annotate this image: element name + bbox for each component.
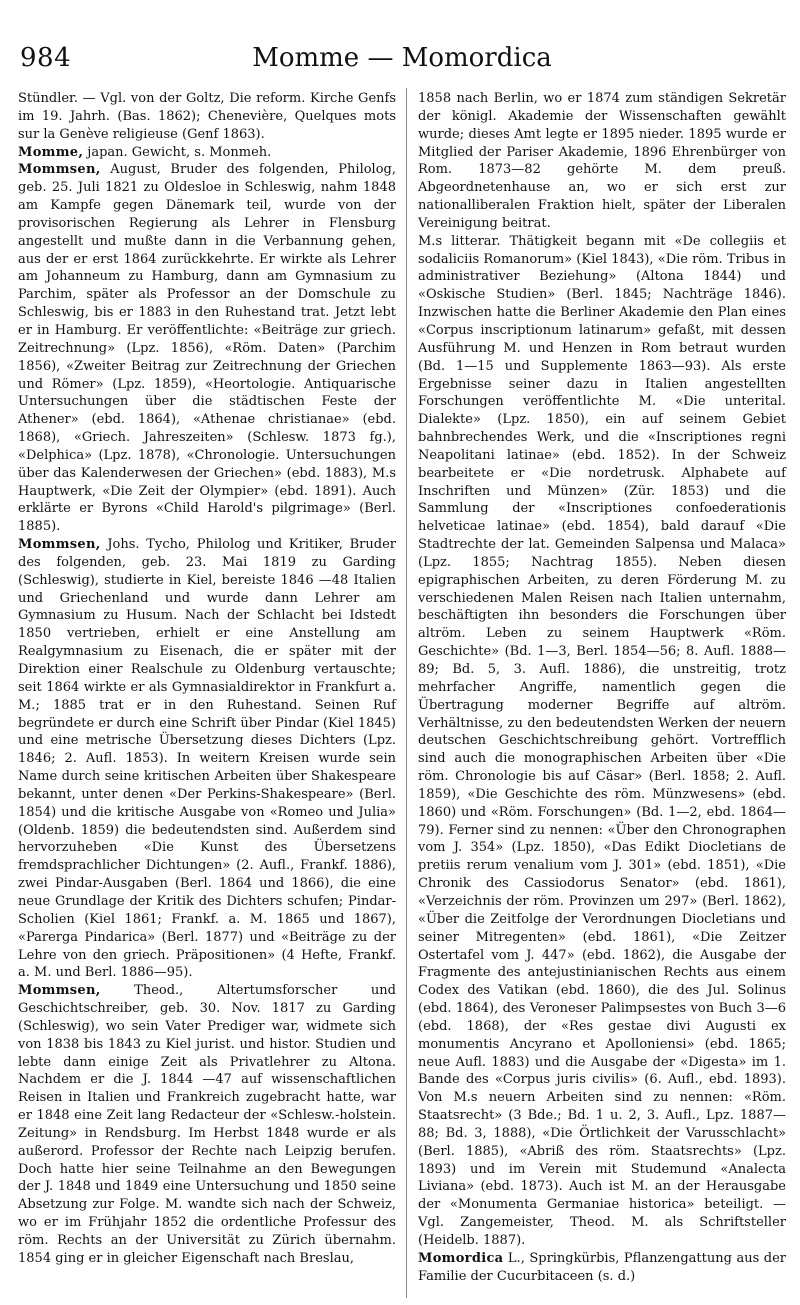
lemma-momordica: Momordica xyxy=(418,1250,504,1266)
lemma-mommsen-theodor: Mommsen, xyxy=(18,983,101,999)
lemma-momme: Momme, xyxy=(18,144,84,160)
page-header xyxy=(20,38,784,78)
entry-mommsen-august xyxy=(18,161,396,536)
lemma-mommsen-august: Mommsen, xyxy=(18,162,101,178)
entry-mommsen-theodor-text: Theod., Altertumsforscher und Geschichtschreiber, geb. 30. Nov. 1817 zu Garding (Schleswig), wo sein Vater Prediger war, widmete sich von 1838 bis 1843 zu Kiel jurist. und histor. Studien und lebte dann einige Zeit als Privatlehrer zu Altona. Nachdem er die J. 1844 —47 auf wissenschaftlichen Reisen in Italien und Frankreich zugebracht hatte, war er 1848 eine Zeit lang Redacteur der «Schlesw.-holstein. Zeitung» in Rendsburg. Im Herbst 1848 wurde er als außerord. Professor der Rechte nach Leipzig berufen. Doch hatte hier seine Teilnahme an den Bewegungen der J. 1848 und 1849 eine Untersuchung und 1850 seine Absetzung zur Folge. M. wandte sich nach der Schweiz, wo er im Frühjahr 1852 die ordentliche Professur des röm. Rechts an der Universität zu Zürich übernahm. 1854 ging er in gleicher Eigenschaft nach Breslau, xyxy=(18,983,396,1266)
entry-momordica-text: L., Springkürbis, Pflanzengattung aus der Familie der Cucurbitaceen (s. d.) xyxy=(418,1250,786,1284)
entry-mommsen-theodor-continued: 1858 nach Berlin, wo er 1874 zum ständigen Sekretär der königl. Akademie der Wissenschaften gewählt wurde; dieses Amt legte er 1895 nieder. 1895 wurde er Mitglied der Pariser Akademie, 1896 Ehrenbürger von Rom. 1873—82 gehörte M. dem preuß. Abgeordnetenhause an, wo er sich erst zur nationalliberalen Fraktion hielt, später der Liberalen Vereinigung beitrat. xyxy=(418,91,786,231)
entry-momme xyxy=(18,144,396,162)
entry-mommsen-tycho-text: Johs. Tycho, Philolog und Kritiker, Bruder des folgenden, geb. 23. Mai 1819 zu Garding (Schleswig), studierte in Kiel, bereiste 1846 —48 Italien und Griechenland und wurde dann Lehrer am Gymnasium zu Husum. Nach der Schlacht bei Idstedt 1850 vertrieben, erhielt er eine Anstellung am Realgymnasium zu Eisenach, die er später mit der Direktion einer Realschule zu Oldenburg vertauschte; seit 1864 wirkte er als Gymnasialdirektor in Frankfurt a. M.; 1885 trat er in den Ruhestand. Seinen Ruf begründete er durch eine Schrift über Pindar (Kiel 1845) und eine metrische Übersetzung dieses Dichters (Lpz. 1846; 2. Aufl. 1853). In weitern Kreisen wurde sein Name durch seine kritischen Arbeiten über Shakespeare bekannt, unter denen «Der Perkins-Shakespeare» (Berl. 1854) und die kritische Ausgabe von «Romeo und Julia» (Oldenb. 1859) die bedeutendsten sind. Außerdem sind hervorzuheben «Die Kunst des Übersetzens fremdsprachlicher Dichtungen» (2. Aufl., Frankf. 1886), zwei Pindar-Ausgaben (Berl. 1864 und 1866), die eine neue Grundlage der Kritik des Dichters schufen; Pindar-Scholien (Kiel 1861; Frankf. a. M. 1865 und 1867), «Parerga Pindarica» (Berl. 1877) und «Beiträge zu der Lehre von den griech. Präpositionen» (4 Hefte, Frankf. a. M. und Berl. 1886—95). xyxy=(18,537,396,981)
continuation-paragraph: Stündler. — Vgl. von der Goltz, Die reform. Kirche Genfs im 19. Jahrh. (Bas. 1862); Chenevière, Quelques mots sur la Genève religieuse (Genf 1863). xyxy=(18,91,396,142)
entry-mommsen-august-text: August, Bruder des folgenden, Philolog, geb. 25. Juli 1821 zu Oldesloe in Schleswig, nahm 1848 am Kampfe gegen Dänemark teil, wurde von der provisorischen Regierung als Lehrer in Flensburg angestellt und mußte dann in die Verbannung gehen, aus der er erst 1864 zurückkehrte. Er wirkte als Lehrer am Johanneum zu Hamburg, dann am Gymnasium zu Parchim, später als Professor an der Domschule zu Schleswig, bis er 1883 in den Ruhestand trat. Jetzt lebt er in Hamburg. Er veröffentlichte: «Beiträge zur griech. Zeitrechnung» (Lpz. 1856), «Röm. Daten» (Parchim 1856), «Zweiter Beitrag zur Zeitrechnung der Griechen und Römer» (Lpz. 1859), «Heortologie. Antiquarische Untersuchungen über die städtischen Feste der Athener» (ebd. 1864), «Athenae christianae» (ebd. 1868), «Griech. Jahreszeiten» (Schlesw. 1873 fg.), «Delphica» (Lpz. 1878), «Chronologie. Untersuchungen über das Kalenderwesen der Griechen» (ebd. 1883), M.s Hauptwerk, «Die Zeit der Olympier» (ebd. 1891). Auch erklärte er Byrons «Child Harold's pilgrimage» (Berl. 1885). xyxy=(18,162,396,535)
entry-momme-text: japan. Gewicht, s. Monmeh. xyxy=(83,144,272,160)
entry-mommsen-tycho xyxy=(18,536,396,982)
entry-momordica xyxy=(418,1250,786,1286)
right-column xyxy=(418,90,786,1286)
lemma-mommsen-tycho: Mommsen, xyxy=(18,537,101,553)
column-divider xyxy=(406,88,407,1298)
left-column xyxy=(18,90,396,1268)
entry-mommsen-theodor-works: M.s litterar. Thätigkeit begann mit «De collegiis et sodaliciis Romanorum» (Kiel 1843), «Die röm. Tribus in administrativer Beziehung» (Altona 1844) und «Oskische Studien» (Berl. 1845; Nachträge 1846). Inzwischen hatte die Berliner Akademie den Plan eines «Corpus inscriptionum latinarum» gefaßt, mit dessen Ausführung M. und Henzen in Rom betraut wurden (Bd. 1—15 und Supplemente 1863—93). Als erste Ergebnisse seiner dazu in Italien angestellten Forschungen veröffentlichte M. «Die unterital. Dialekte» (Lpz. 1850), ein auf seinem Gebiet bahnbrechendes Werk, und die «Inscriptiones regni Neapolitani latinae» (ebd. 1852). In der Schweiz bearbeitete er «Die nordetrusk. Alphabete auf Inschriften und Münzen» (Zür. 1853) und die Sammlung der «Inscriptiones confoederationis helveticae latinae» (ebd. 1854), bald darauf «Die Stadtrechte der lat. Gemeinden Salpensa und Malaca» (Lpz. 1855; Nachtrag 1855). Neben diesen epigraphischen Arbeiten, zu deren Förderung M. zu verschiedenen Malen Reisen nach Italien unternahm, beschäftigten ihn besonders die Forschungen über altröm. Leben zu seinem Hauptwerk «Röm. Geschichte» (Bd. 1—3, Berl. 1854—56; 8. Aufl. 1888—89; Bd. 5, 3. Aufl. 1886), die unstreitig, trotz mehrfacher Angriffe, namentlich gegen die Übertragung moderner Begriffe auf altröm. Verhältnisse, zu den bedeutendsten Werken der neuern deutschen Geschichtschreibung gehört. Vortrefflich sind auch die monographischen Arbeiten über «Die röm. Chronologie bis auf Cäsar» (Berl. 1858; 2. Aufl. 1859), «Die Geschichte des röm. Münzwesens» (ebd. 1860) und «Röm. Forschungen» (Bd. 1—2, ebd. 1864—79). Ferner sind zu nennen: «Über den Chronographen vom J. 354» (Lpz. 1850), «Das Edikt Diocletians de pretiis rerum venalium vom J. 301» (ebd. 1851), «Die Chronik des Cassiodorus Senator» (ebd. 1861), «Verzeichnis der röm. Provinzen um 297» (Berl. 1862), «Über die Zeitfolge der Verordnungen Diocletians und seiner Mitregenten» (ebd. 1861), «Die Zeitzer Ostertafel vom J. 447» (ebd. 1862), die Ausgabe der Fragmente des antejustinianischen Rechts aus einem Codex des Vatikan (ebd. 1860), die des Jul. Solinus (ebd. 1864), des Veroneser Palimpsestes von Buch 3—6 (ebd. 1868), der «Res gestae divi Augusti ex monumentis Ancyrano et Apolloniensi» (ebd. 1865; neue Aufl. 1883) und die Ausgabe der «Digesta» im 1. Bande des «Corpus juris civilis» (6. Aufl., ebd. 1893). Von M.s neuern Arbeiten sind zu nennen: «Röm. Staatsrecht» (3 Bde.; Bd. 1 u. 2, 3. Aufl., Lpz. 1887—88; Bd. 3, 1888), «Die Örtlichkeit der Varusschlacht» (Berl. 1885), «Abriß des röm. Staatsrechts» (Lpz. 1893) und im Verein mit Studemund «Analecta Liviana» (ebd. 1873). Auch ist M. an der Herausgabe der «Monumenta Germaniae historica» beteiligt. — Vgl. Zangemeister, Theod. M. als Schriftsteller (Heidelb. 1887). xyxy=(418,233,786,1248)
running-head: Momme — Momordica xyxy=(252,43,552,73)
entry-mommsen-theodor xyxy=(18,982,396,1268)
page-number: 984 xyxy=(20,43,72,73)
